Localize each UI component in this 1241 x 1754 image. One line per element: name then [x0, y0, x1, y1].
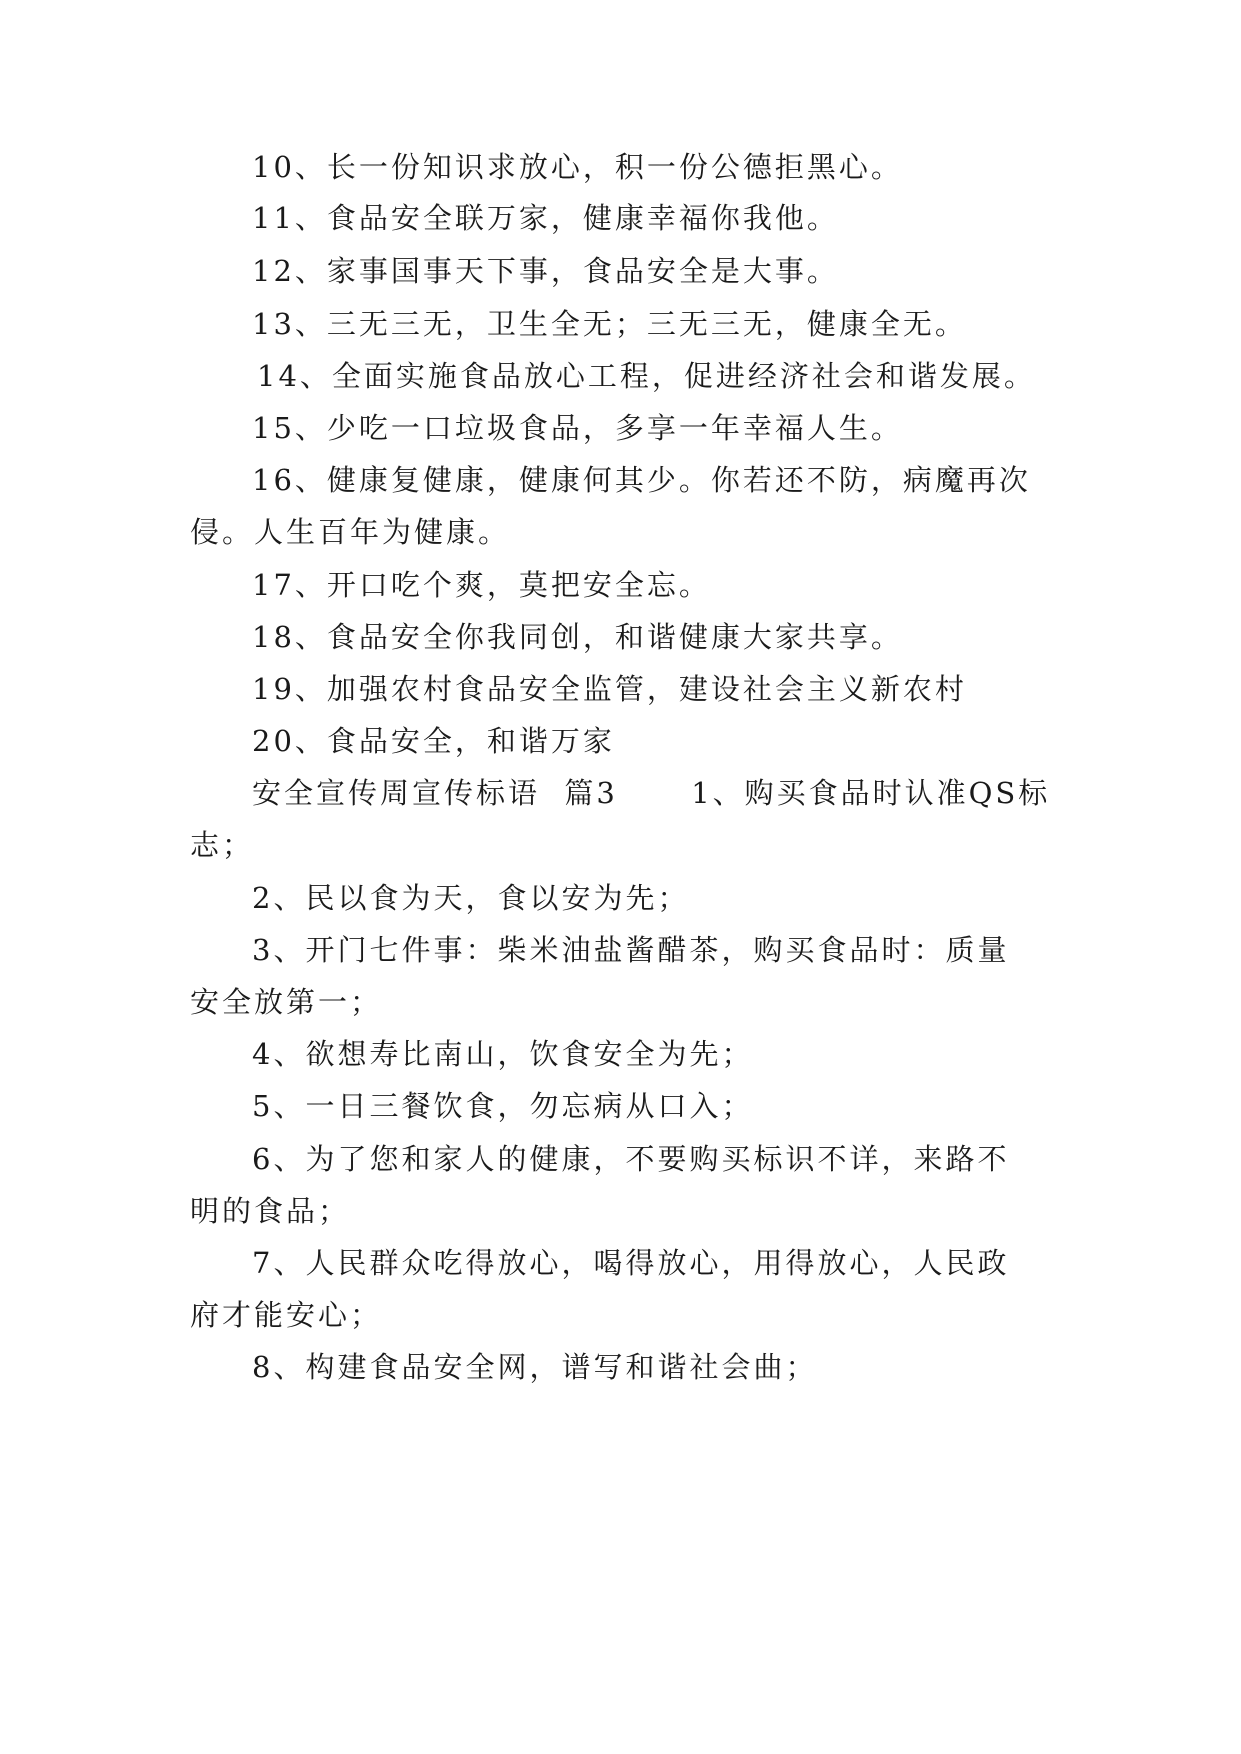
slogan-line-19: 19、加强农村食品安全监管，建设社会主义新农村	[252, 672, 967, 706]
slogan-line-2: 2、民以食为天，食以安为先；	[252, 881, 690, 915]
slogan-line-8: 8、构建食品安全网，谱写和谐社会曲；	[252, 1350, 818, 1384]
slogan-line-12: 12、家事国事天下事，食品安全是大事。	[252, 254, 839, 288]
slogan-line-16-continued: 侵。人生百年为健康。	[190, 515, 511, 549]
slogan-line-20: 20、食品安全，和谐万家	[252, 724, 615, 758]
slogan-line-6-continued: 明的食品；	[190, 1194, 351, 1228]
slogan-line-4: 4、欲想寿比南山，饮食安全为先；	[252, 1037, 754, 1071]
slogan-line-3: 3、开门七件事：柴米油盐酱醋茶，购买食品时：质量	[252, 933, 1010, 967]
slogan-line-3-continued: 安全放第一；	[190, 985, 383, 1019]
slogan-line-18: 18、食品安全你我同创，和谐健康大家共享。	[252, 620, 903, 654]
slogan-line-16: 16、健康复健康，健康何其少。你若还不防，病魔再次	[252, 463, 1031, 497]
slogan-line-1-continued: 志；	[190, 828, 255, 862]
slogan-line-15: 15、少吃一口垃圾食品，多享一年幸福人生。	[252, 411, 903, 445]
section-heading-line: 安全宣传周宣传标语 篇3 1、购买食品时认准QS标	[252, 776, 1051, 810]
slogan-line-14: 14、全面实施食品放心工程，促进经济社会和谐发展。	[257, 359, 1036, 393]
slogan-line-7-continued: 府才能安心；	[190, 1298, 383, 1332]
slogan-line-5: 5、一日三餐饮食，勿忘病从口入；	[252, 1089, 754, 1123]
slogan-line-10: 10、长一份知识求放心，积一份公德拒黑心。	[252, 150, 903, 184]
slogan-line-17: 17、开口吃个爽，莫把安全忘。	[252, 568, 711, 602]
slogan-line-13: 13、三无三无，卫生全无；三无三无，健康全无。	[252, 307, 967, 341]
slogan-line-7: 7、人民群众吃得放心，喝得放心，用得放心，人民政	[252, 1246, 1010, 1280]
slogan-line-6: 6、为了您和家人的健康，不要购买标识不详，来路不	[252, 1142, 1010, 1176]
slogan-line-11: 11、食品安全联万家，健康幸福你我他。	[252, 201, 839, 235]
